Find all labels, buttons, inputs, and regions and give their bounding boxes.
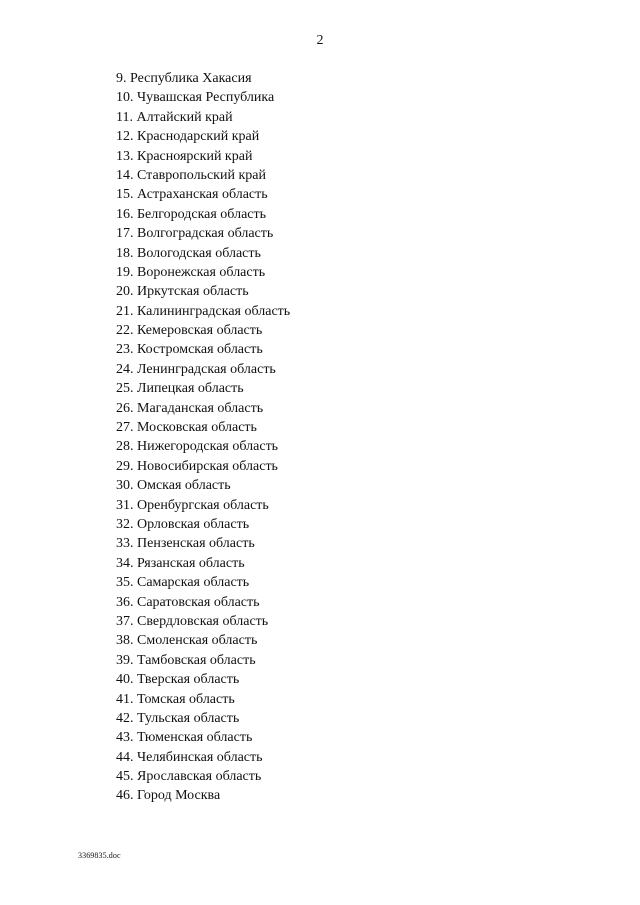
list-item: 10. Чувашская Республика [116,90,275,106]
list-item: 22. Кемеровская область [116,323,263,339]
list-item: 20. Иркутская область [116,284,249,300]
list-item: 37. Свердловская область [116,613,269,629]
list-item: 12. Краснодарский край [116,129,260,145]
list-item: 15. Астраханская область [116,187,268,203]
list-item: 11. Алтайский край [116,109,233,125]
list-item: 41. Томская область [116,691,235,707]
list-item: 27. Московская область [116,420,257,436]
list-item: 45. Ярославская область [116,769,262,785]
list-item: 29. Новосибирская область [116,458,278,474]
list-item: 21. Калининградская область [116,303,291,319]
list-item: 28. Нижегородская область [116,439,279,455]
list-item: 23. Костромская область [116,342,263,358]
list-item: 16. Белгородская область [116,206,267,222]
list-item: 30. Омская область [116,478,231,494]
list-item: 31. Оренбургская область [116,497,269,513]
list-item: 25. Липецкая область [116,381,244,397]
list-item: 42. Тульская область [116,710,240,726]
list-item: 35. Самарская область [116,575,250,591]
list-item: 9. Республика Хакасия [116,71,252,86]
list-item: 44. Челябинская область [116,749,263,765]
page-number: 2 [316,33,324,48]
list-item: 18. Вологодская область [116,245,261,261]
region-list [116,69,290,806]
list-item: 46. Город Москва [116,788,221,804]
list-item: 17. Волгоградская область [116,226,274,242]
list-item: 39. Тамбовская область [116,652,256,668]
document-file-name: 3369835.doc [78,851,121,860]
list-item: 43. Тюменская область [116,730,253,746]
list-item: 14. Ставропольский край [116,167,266,183]
list-item: 36. Саратовская область [116,594,260,610]
list-item: 32. Орловская область [116,516,250,532]
list-item: 24. Ленинградская область [116,361,276,377]
list-item: 26. Магаданская область [116,400,264,416]
list-item: 33. Пензенская область [116,536,255,552]
list-item: 34. Рязанская область [116,555,245,571]
list-item: 40. Тверская область [116,672,240,688]
list-item: 19. Воронежская область [116,264,266,280]
list-item: 13. Красноярский край [116,148,253,164]
list-item: 38. Смоленская область [116,633,258,649]
